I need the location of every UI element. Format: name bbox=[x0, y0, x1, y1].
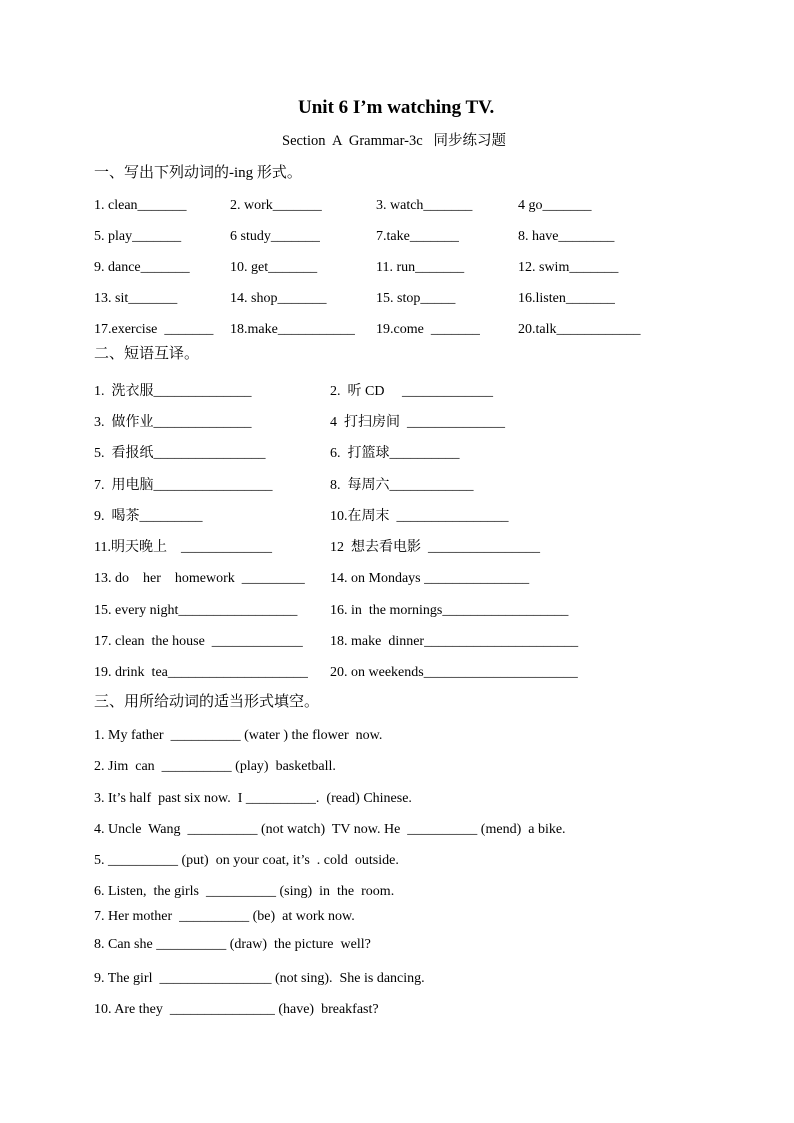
phrase-translation-item: 2. 听 CD _____________ bbox=[330, 384, 493, 399]
phrase-translation-item: 15. every night_________________ bbox=[94, 603, 298, 618]
ing-form-item: 1. clean_______ bbox=[94, 198, 187, 213]
verb-fill-item: 4. Uncle Wang __________ (not watch) TV now. He __________ (mend) a bike. bbox=[94, 822, 566, 837]
phrase-translation-item: 7. 用电脑_________________ bbox=[94, 478, 273, 493]
ing-form-item: 16.listen_______ bbox=[518, 291, 615, 306]
ing-form-item: 19.come _______ bbox=[376, 322, 480, 337]
ing-form-item: 6 study_______ bbox=[230, 229, 320, 244]
verb-fill-item: 8. Can she __________ (draw) the picture well? bbox=[94, 937, 371, 952]
verb-fill-item: 10. Are they _______________ (have) breakfast? bbox=[94, 1002, 379, 1017]
verb-fill-item: 9. The girl ________________ (not sing). She is dancing. bbox=[94, 971, 425, 986]
verb-fill-item: 2. Jim can __________ (play) basketball. bbox=[94, 759, 336, 774]
ing-form-item: 7.take_______ bbox=[376, 229, 459, 244]
verb-fill-item: 3. It’s half past six now. I __________. (read) Chinese. bbox=[94, 791, 412, 806]
phrase-translation-item: 11.明天晚上 _____________ bbox=[94, 540, 272, 555]
phrase-translation-item: 14. on Mondays _______________ bbox=[330, 571, 530, 586]
phrase-translation-item: 9. 喝茶_________ bbox=[94, 509, 203, 524]
verb-fill-item: 6. Listen, the girls __________ (sing) in the room. bbox=[94, 884, 395, 899]
phrase-translation-item: 17. clean the house _____________ bbox=[94, 634, 303, 649]
section2-heading: 二、短语互译。 bbox=[94, 346, 200, 362]
phrase-translation-item: 10.在周末 ________________ bbox=[330, 509, 509, 524]
phrase-translation-item: 13. do her homework _________ bbox=[94, 571, 305, 586]
ing-form-item: 14. shop_______ bbox=[230, 291, 327, 306]
ing-form-item: 12. swim_______ bbox=[518, 260, 619, 275]
phrase-translation-item: 12 想去看电影 ________________ bbox=[330, 540, 540, 555]
phrase-translation-item: 3. 做作业______________ bbox=[94, 415, 252, 430]
verb-fill-item: 1. My father __________ (water ) the flower now. bbox=[94, 728, 383, 743]
verb-fill-item: 7. Her mother __________ (be) at work now. bbox=[94, 909, 355, 924]
ing-form-item: 8. have________ bbox=[518, 229, 615, 244]
phrase-translation-item: 16. in the mornings__________________ bbox=[330, 603, 569, 618]
ing-form-item: 18.make___________ bbox=[230, 322, 355, 337]
ing-form-item: 20.talk____________ bbox=[518, 322, 641, 337]
ing-form-item: 13. sit_______ bbox=[94, 291, 178, 306]
phrase-translation-item: 8. 每周六____________ bbox=[330, 478, 474, 493]
ing-form-item: 10. get_______ bbox=[230, 260, 318, 275]
phrase-translation-item: 20. on weekends______________________ bbox=[330, 665, 578, 680]
ing-form-item: 17.exercise _______ bbox=[94, 322, 214, 337]
ing-form-item: 2. work_______ bbox=[230, 198, 322, 213]
ing-form-item: 9. dance_______ bbox=[94, 260, 190, 275]
page-subtitle: Section A Grammar-3c 同步练习题 bbox=[282, 133, 507, 149]
phrase-translation-item: 1. 洗衣服______________ bbox=[94, 384, 252, 399]
section3-heading: 三、用所给动词的适当形式填空。 bbox=[94, 694, 320, 710]
page-title: Unit 6 I’m watching TV. bbox=[298, 97, 495, 118]
phrase-translation-item: 5. 看报纸________________ bbox=[94, 446, 266, 461]
ing-form-item: 15. stop_____ bbox=[376, 291, 456, 306]
section1-heading: 一、写出下列动词的-ing 形式。 bbox=[94, 165, 302, 181]
phrase-translation-item: 6. 打篮球__________ bbox=[330, 446, 460, 461]
phrase-translation-item: 18. make dinner______________________ bbox=[330, 634, 579, 649]
phrase-translation-item: 4 打扫房间 ______________ bbox=[330, 415, 505, 430]
ing-form-item: 3. watch_______ bbox=[376, 198, 473, 213]
verb-fill-item: 5. __________ (put) on your coat, it’s . cold outside. bbox=[94, 853, 399, 868]
phrase-translation-item: 19. drink tea____________________ bbox=[94, 665, 308, 680]
ing-form-item: 5. play_______ bbox=[94, 229, 182, 244]
ing-form-item: 4 go_______ bbox=[518, 198, 592, 213]
ing-form-item: 11. run_______ bbox=[376, 260, 465, 275]
